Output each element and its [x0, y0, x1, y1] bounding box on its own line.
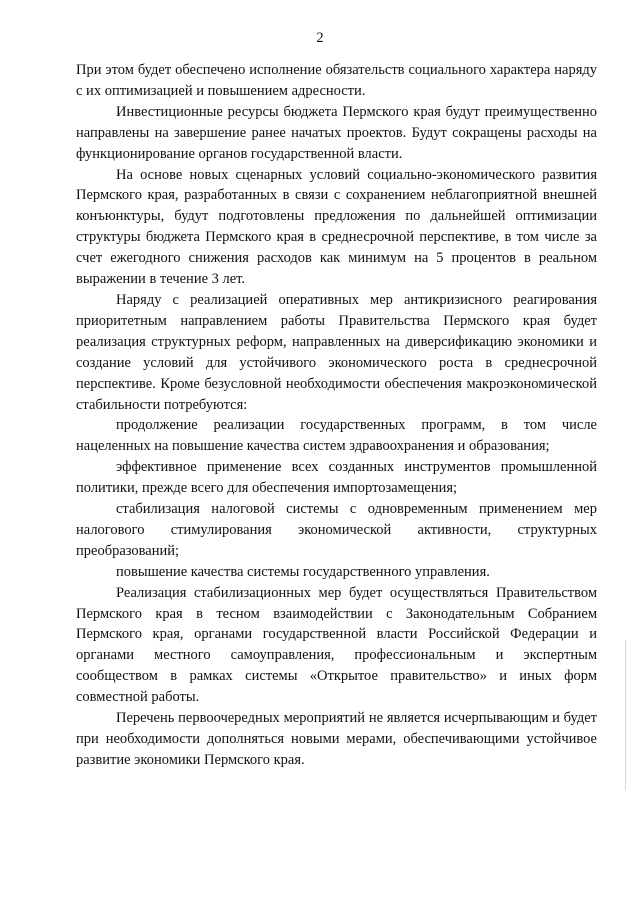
paragraph-3: На основе новых сценарных условий социально-экономического развития Пермского края, разработанных в связи с сохранением неблагоприятной внешней конъюнктуры, будут подготовлены предложения по дальнейшей оптимизации структуры бюджета Пермского края в среднесрочной перспективе, в том числе за счет ежегодного снижения расходов как минимум на 5 процентов в реальном выражении в течение 3 лет. [76, 166, 597, 288]
list-item-industrial-policy: эффективное применение всех созданных инструментов промышленной политики, прежде всего для обеспечения импортозамещения; [76, 459, 597, 497]
paragraph-2: Инвестиционные ресурсы бюджета Пермского края будут преимущественно направлены на завершение ранее начатых проектов. Будут сокращены расходы на функционирование органов государственной власти. [76, 103, 597, 162]
list-item-programs: продолжение реализации государственных программ, в том числе нацеленных на повышение качества систем здравоохранения и образования; [76, 417, 597, 455]
paragraph-implementation: Реализация стабилизационных мер будет осуществляться Правительством Пермского края в тесном взаимодействии с Законодательным Собранием Пермского края, органами государственной власти Российской Федерации и органами местного самоуправления, профессиональным и экспертным сообществом в рамках системы «Открытое правительство» и иных форм совместной работы. [76, 584, 597, 706]
paragraph-4: Наряду с реализацией оперативных мер антикризисного реагирования приоритетным направлением работы Правительства Пермского края будет реализация структурных реформ, направленных на диверсификацию экономики и создание условий для устойчивого экономического роста в среднесрочной перспективе. Кроме безусловной необходимости обеспечения макроэкономической стабильности потребуются: [76, 291, 597, 413]
paragraph-1: При этом будет обеспечено исполнение обязательств социального характера наряду с их оптимизацией и повышением адресности. [76, 62, 597, 99]
paragraph-closing: Перечень первоочередных мероприятий не является исчерпывающим и будет при необходимости дополняться новыми мерами, обеспечивающими устойчивое развитие экономики Пермского края. [76, 710, 597, 768]
scan-artifact-line [625, 640, 626, 790]
list-item-governance: повышение качества системы государственного управления. [116, 563, 490, 580]
document-body [76, 60, 597, 771]
list-item-tax-system: стабилизация налоговой системы с одновременным применением мер налогового стимулирования экономической активности, структурных преобразований; [76, 501, 597, 559]
page-number: 2 [316, 30, 324, 46]
